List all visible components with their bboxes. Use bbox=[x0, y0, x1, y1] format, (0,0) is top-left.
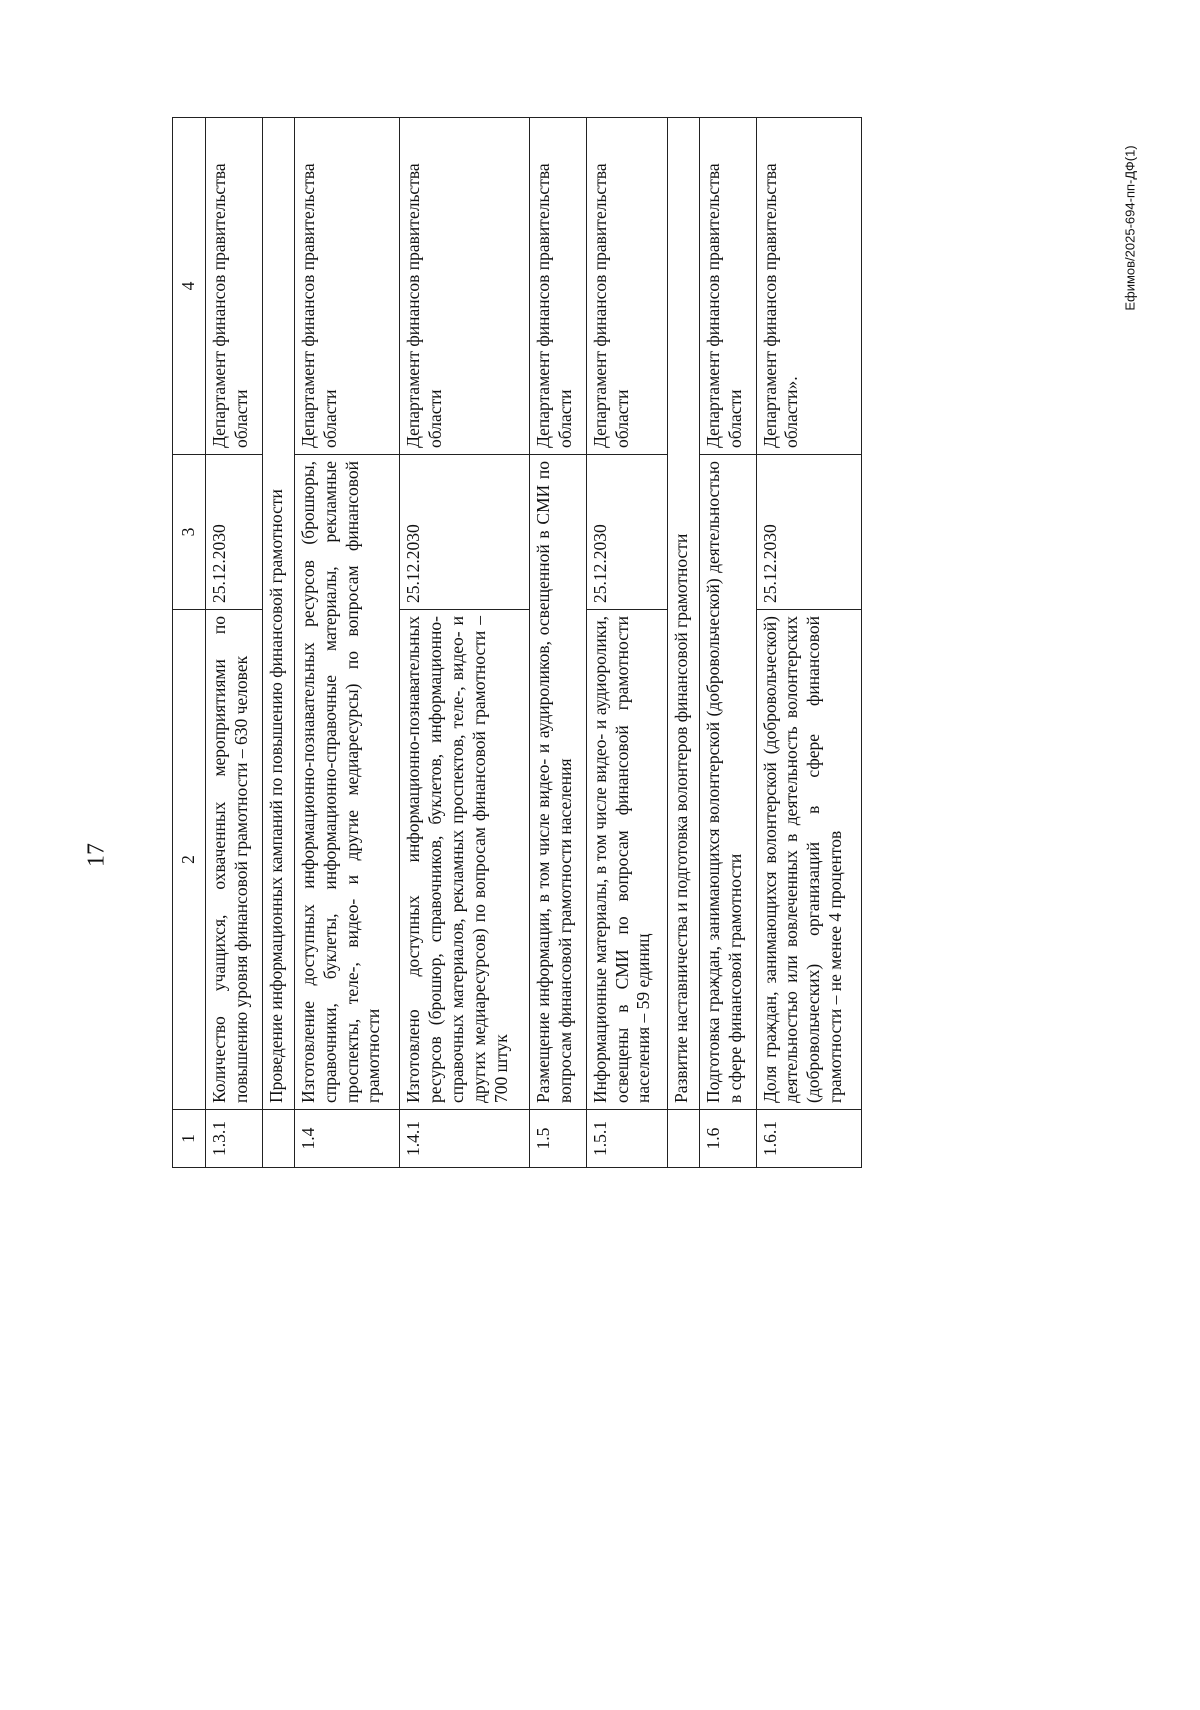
row-number: 1.5.1 bbox=[586, 1110, 667, 1168]
row-responsible: Департамент финансов правительства области bbox=[294, 118, 399, 455]
table-row bbox=[530, 118, 587, 1168]
row-number: 1.4.1 bbox=[400, 1110, 530, 1168]
table-container bbox=[172, 118, 862, 1168]
row-date: 25.12.2030 bbox=[586, 455, 667, 610]
row-responsible: Департамент финансов правительства области bbox=[530, 118, 587, 455]
row-description: Количество учащихся, охваченных мероприятиями по повышению уровня финансовой грамотности – 630 человек bbox=[206, 610, 263, 1110]
row-date: 25.12.2030 bbox=[756, 455, 862, 610]
section-row bbox=[667, 118, 699, 1168]
row-description: Доля граждан, занимающихся волонтерской (добровольческой) деятельностью или вовлеченных в деятельность волонтерских (добровольческих) организаций в сфере финансовой грамотности – не менее 4 процентов bbox=[756, 610, 862, 1110]
row-number: 1.6 bbox=[699, 1110, 756, 1168]
section-title: Проведение информационных кампаний по повышению финансовой грамотности bbox=[262, 118, 294, 1110]
row-number bbox=[262, 1110, 294, 1168]
row-description: Информационные материалы, в том числе видео- и аудиоролики, освещены в СМИ по вопросам финансовой грамотности населения – 59 единиц bbox=[586, 610, 667, 1110]
row-number: 1.3.1 bbox=[206, 1110, 263, 1168]
header-cell: 2 bbox=[173, 610, 206, 1110]
table-row bbox=[699, 118, 756, 1168]
header-cell: 4 bbox=[173, 118, 206, 455]
row-responsible: Департамент финансов правительства области bbox=[586, 118, 667, 455]
table-row bbox=[294, 118, 399, 1168]
row-number: 1.6.1 bbox=[756, 1110, 862, 1168]
row-description: Размещение информации, в том числе видео- и аудироликов, освещенной в СМИ по вопросам финансовой грамотности населения bbox=[530, 455, 587, 1110]
header-cell: 3 bbox=[173, 455, 206, 610]
row-number: 1.5 bbox=[530, 1110, 587, 1168]
row-description: Изготовлено доступных информационно-познавательных ресурсов (брошюр, справочников, буклетов, информационно-справочных материалов, рекламных проспектов, теле-, видео- и других медиаресурсов) по вопросам финансовой грамотности – 700 штук bbox=[400, 610, 530, 1110]
row-responsible: Департамент финансов правительства области». bbox=[756, 118, 862, 455]
table-row bbox=[400, 118, 530, 1168]
table-row bbox=[206, 118, 263, 1168]
program-table bbox=[172, 117, 862, 1168]
page-number: 17 bbox=[83, 843, 110, 867]
row-number bbox=[667, 1110, 699, 1168]
row-date: 25.12.2030 bbox=[400, 455, 530, 610]
row-description: Подготовка граждан, занимающихся волонтерской (добровольческой) деятельностью в сфере финансовой грамотности bbox=[699, 455, 756, 1110]
row-responsible: Департамент финансов правительства области bbox=[400, 118, 530, 455]
document-code: Ефимов/2025-694-пп-ДФ(1) bbox=[1122, 145, 1138, 311]
table-row bbox=[756, 118, 862, 1168]
header-cell: 1 bbox=[173, 1110, 206, 1168]
row-number: 1.4 bbox=[294, 1110, 399, 1168]
table-row bbox=[586, 118, 667, 1168]
row-responsible: Департамент финансов правительства области bbox=[699, 118, 756, 455]
row-date: 25.12.2030 bbox=[206, 455, 263, 610]
section-row bbox=[262, 118, 294, 1168]
row-description: Изготовление доступных информационно-познавательных ресурсов (брошюры, справочники, буклеты, информационно-справочные материалы, рекламные проспекты, теле-, видео- и другие медиаресурсы) по вопросам финансовой грамотности bbox=[294, 455, 399, 1110]
table-header-row bbox=[173, 118, 206, 1168]
row-responsible: Департамент финансов правительства области bbox=[206, 118, 263, 455]
section-title: Развитие наставничества и подготовка волонтеров финансовой грамотности bbox=[667, 118, 699, 1110]
